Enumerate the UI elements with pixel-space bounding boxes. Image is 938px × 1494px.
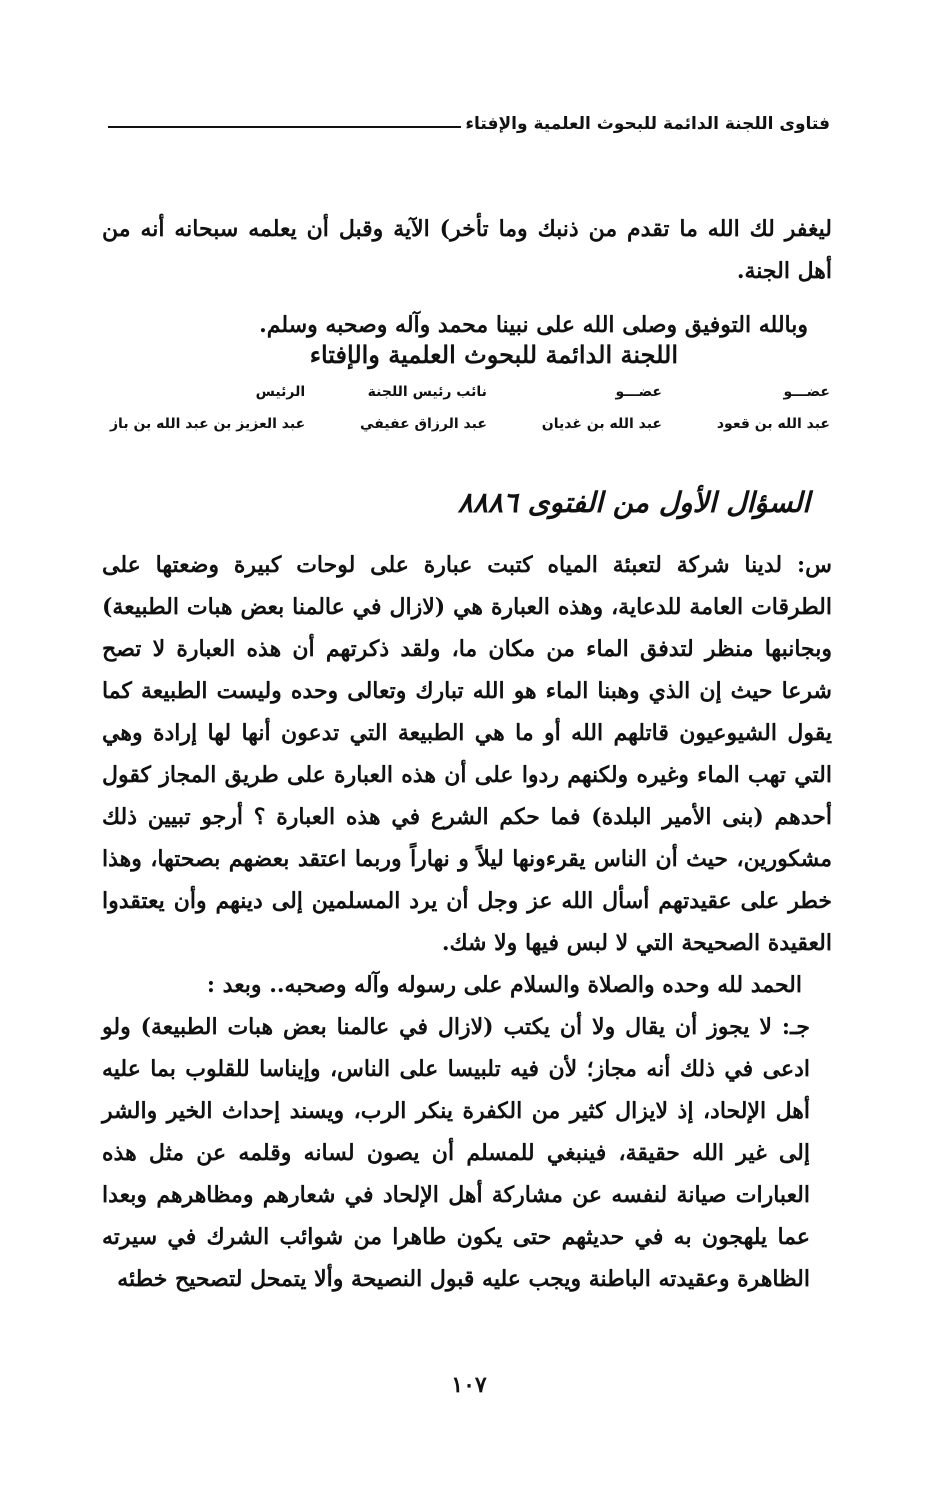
question-text: س: لدينا شركة لتعبئة المياه كتبت عبارة على لوحات كبيرة وضعتها على الطرقات العامة للدعاية، وهذه العبارة هي (لازال في عالمنا بعض هبات الطبيعة) وبجانبها منظر لتدفق الماء من مكان ما، ولقد ذكرتهم أن هذه العبارة لا تصح شرعا حيث إن الذي وهبنا الماء هو الله تبارك وتعالى وحده وليست الطبيعة كما يقول الشيوعيون قاتلهم الله أو ما هي الطبيعة التي تدعون أنها لها إرادة وهي التي تهب الماء وغيره ولكنهم ردوا على أن هذه العبارة على طريق المجاز كقول أحدهم (بنى الأمير البلدة) فما حكم الشرع في هذه العبارة ؟ أرجو تبيين ذلك مشكورين، حيث أن الناس يقرءونها ليلاً و نهاراً وربما اعتقد بعضهم بصحتها، وهذا خطر على عقيدتهم أسأل الله عز وجل أن يرد المسلمين إلى دينهم وأن يعتقدوا العقيدة الصحيحة التي لا لبس فيها ولا شك. xyxy=(102,552,833,956)
header-rule xyxy=(108,126,461,128)
signatory xyxy=(360,384,487,432)
running-header xyxy=(108,100,830,134)
signatory-role: عضـــو xyxy=(615,384,662,400)
question-answer-body xyxy=(102,544,832,1300)
question-heading: السؤال الأول من الفتوى ٨٨٨٦ xyxy=(457,486,810,519)
answer-praise: الحمد لله وحده والصلاة والسلام على رسوله وآله وصحبه.. وبعد : xyxy=(206,972,802,998)
committee-title: اللجنة الدائمة للبحوث العلمية والإفتاء xyxy=(309,340,678,369)
header-title: فتاوى اللجنة الدائمة للبحوث العلمية والإفتاء xyxy=(465,114,830,134)
signatory-name: عبد الرزاق عفيفي xyxy=(360,416,487,432)
page-number: ١٠٧ xyxy=(451,1372,487,1398)
signatory-name: عبد العزيز بن عبد الله بن باز xyxy=(110,416,306,432)
signatory-role: الرئيس xyxy=(255,384,306,400)
signatory-role: نائب رئيس اللجنة xyxy=(367,384,487,400)
intro-text: ليغفر لك الله ما تقدم من ذنبك وما تأخر) الآية وقبل أن يعلمه سبحانه أنه من أهل الجنة. xyxy=(102,216,832,284)
answer-text: جـ: لا يجوز أن يقال ولا أن يكتب (لازال في عالمنا بعض هبات الطبيعة) ولو ادعى في ذلك أنه مجاز؛ لأن فيه تلبيسا على الناس، وإيناسا للقلوب بما عليه أهل الإلحاد، إذ لايزال كثير من الكفرة ينكر الرب، ويسند إحداث الخير والشر إلى غير الله حقيقة، فينبغي للمسلم أن يصون لسانه وقلمه عن مثل هذه العبارات صيانة لنفسه عن مشاركة أهل الإلحاد في شعارهم ومظاهرهم وبعدا عما يلهجون به في حديثهم حتى يكون طاهرا من شوائب الشرك في سيرته الظاهرة وعقيدته الباطنة ويجب عليه قبول النصيحة وألا يتمحل لتصحيح خطئه xyxy=(102,1014,810,1292)
closing-line: وبالله التوفيق وصلى الله على نبينا محمد وآله وصحبه وسلم. xyxy=(259,312,808,338)
signatory xyxy=(542,384,662,432)
signatory-role: عضـــو xyxy=(783,384,830,400)
signatory xyxy=(110,384,305,432)
signatory-name: عبد الله بن غديان xyxy=(541,416,662,432)
signatory-name: عبد الله بن قعود xyxy=(716,416,830,432)
intro-paragraph xyxy=(102,208,832,292)
signatures-block xyxy=(110,384,830,432)
signatory xyxy=(717,384,830,432)
